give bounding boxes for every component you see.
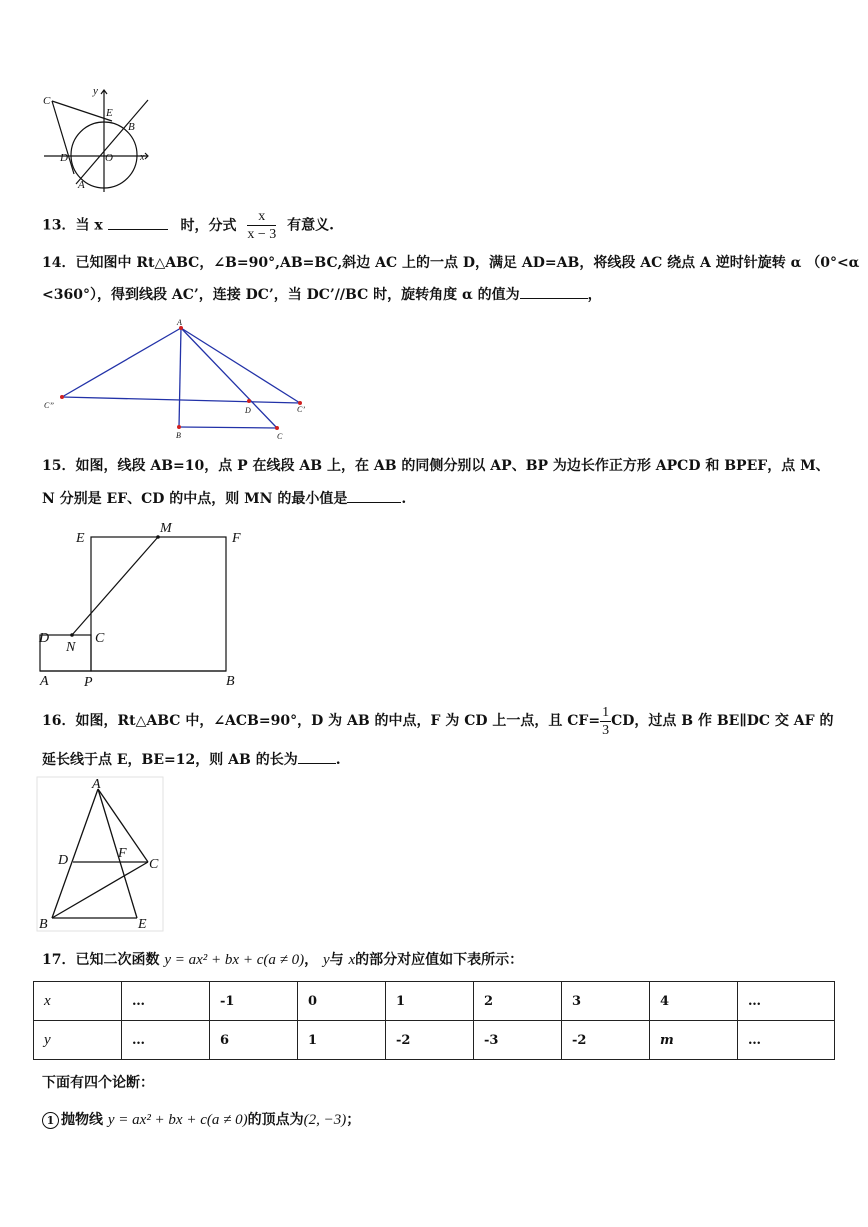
q16-frac-numerator: 1 xyxy=(602,704,610,720)
table-row-y xyxy=(34,1021,835,1060)
label-c: C xyxy=(149,857,159,872)
label-d: D xyxy=(39,631,50,646)
q13-text-start: 13．当 x xyxy=(42,217,103,234)
table-cell: 0 xyxy=(298,982,386,1021)
question-16-line2 xyxy=(42,750,341,770)
s1-text-a: 抛物线 xyxy=(61,1112,103,1128)
table-cell: 1 xyxy=(298,1021,386,1060)
q17-text-c: 与 xyxy=(329,952,344,968)
point-b xyxy=(177,425,181,429)
figure-q15 xyxy=(36,518,251,690)
table-cell: 6 xyxy=(210,1021,298,1060)
q15-text: N 分别是 EF、CD 的中点，则 MN 的最小值是 xyxy=(42,491,348,507)
question-14-line2 xyxy=(42,285,602,305)
q16-frac-denominator: 3 xyxy=(602,722,610,738)
label-c1: C’ xyxy=(297,405,305,414)
label-d: D xyxy=(60,152,68,164)
point-c xyxy=(275,426,279,430)
label-b: B xyxy=(39,917,48,932)
question-16-line1 xyxy=(42,703,833,739)
q16-fraction xyxy=(600,704,611,739)
point-d xyxy=(247,399,251,403)
label-e: E xyxy=(76,531,85,546)
circled-number-1: 1 xyxy=(42,1112,59,1129)
segment-c2c1 xyxy=(62,397,300,403)
q13-answer-blank[interactable] xyxy=(108,229,168,230)
q16-text-b: CD，过点 B 作 BE∥DC 交 AF 的 xyxy=(611,713,834,729)
figure-q12-circle xyxy=(38,84,158,194)
label-p: P xyxy=(84,675,93,690)
q16-answer-blank[interactable] xyxy=(298,763,336,764)
table-cell: -2 xyxy=(562,1021,650,1060)
table-cell: … xyxy=(122,982,210,1021)
s1-point: (2, −3) xyxy=(303,1112,347,1128)
label-a: A xyxy=(40,674,49,689)
label-f: F xyxy=(232,531,241,546)
segment-mn xyxy=(72,537,158,635)
table-cell: … xyxy=(738,982,835,1021)
question-13 xyxy=(42,208,334,243)
q17-function: y = ax² + bx + c(a ≠ 0) xyxy=(164,952,305,968)
label-d: D xyxy=(245,406,251,415)
q17-var-y: y xyxy=(322,952,330,968)
table-cell: … xyxy=(738,1021,835,1060)
question-17 xyxy=(42,950,523,970)
q14-text-end: ， xyxy=(587,287,602,303)
label-a: A xyxy=(177,318,182,327)
label-m: M xyxy=(160,521,172,536)
label-n: N xyxy=(66,640,76,655)
segment-ac2 xyxy=(62,328,181,397)
table-cell: -2 xyxy=(386,1021,474,1060)
q13-fraction xyxy=(247,208,276,243)
table-cell: -3 xyxy=(474,1021,562,1060)
question-15-line2 xyxy=(42,489,406,509)
segment-bc xyxy=(179,427,277,428)
label-b: B xyxy=(128,121,135,133)
label-c: C xyxy=(43,95,51,107)
table-cell: 4 xyxy=(650,982,738,1021)
q16-text-a: 16．如图，Rt△ABC 中，∠ACB=90°，D 为 AB 的中点，F 为 CD 上一点，且 CF= xyxy=(42,713,601,729)
label-c: C xyxy=(277,432,283,441)
statement-1 xyxy=(42,1110,360,1130)
table-cell: y xyxy=(34,1021,122,1060)
table-cell: 1 xyxy=(386,982,474,1021)
q17-var-x: x xyxy=(348,952,356,968)
square-bpef xyxy=(91,537,226,671)
label-f: F xyxy=(118,846,127,861)
q13-text-mid: 时，分式 xyxy=(180,217,237,234)
s1-text-b: 的顶点为 xyxy=(247,1112,304,1128)
label-b: B xyxy=(226,674,235,689)
q16-text: 延长线于点 E，BE=12，则 AB 的长为 xyxy=(42,752,298,768)
q14-text: <360°），得到线段 AC’，连接 DC’，当 DC’//BC 时，旋转角度 α 的值为 xyxy=(42,287,520,303)
label-b: B xyxy=(176,431,181,440)
s1-text-end: ； xyxy=(346,1112,361,1128)
label-d: D xyxy=(58,853,69,868)
label-c2: C’’ xyxy=(44,401,54,410)
label-a: A xyxy=(78,179,85,191)
point-n xyxy=(70,633,74,637)
label-e: E xyxy=(138,917,147,932)
table-cell: 3 xyxy=(562,982,650,1021)
label-e: E xyxy=(106,107,113,119)
q15-text-end: . xyxy=(401,491,407,507)
label-y: y xyxy=(93,85,98,97)
q14-answer-blank[interactable] xyxy=(520,298,588,299)
label-c: C xyxy=(95,631,105,646)
q13-frac-numerator: x xyxy=(247,208,276,226)
table-cell: m xyxy=(650,1021,738,1060)
line-ce xyxy=(52,101,112,121)
q17-text-a: 17．已知二次函数 xyxy=(42,952,160,968)
s1-function: y = ax² + bx + c(a ≠ 0) xyxy=(107,1112,248,1128)
question-15-line1: 15．如图，线段 AB=10，点 P 在线段 AB 上，在 AB 的同侧分别以 AP、BP 为边长作正方形 APCD 和 BPEF，点 M、 xyxy=(42,458,830,474)
q13-frac-denominator: x − 3 xyxy=(247,227,277,242)
table-cell: -1 xyxy=(210,982,298,1021)
figure-q14 xyxy=(40,316,330,444)
table-row-x xyxy=(34,982,835,1021)
figure-q16 xyxy=(36,776,166,934)
q13-text-end: 有意义. xyxy=(287,217,334,234)
point-c2 xyxy=(60,395,64,399)
statements-title: 下面有四个论断： xyxy=(42,1075,154,1091)
segment-bc xyxy=(52,862,148,918)
q15-answer-blank[interactable] xyxy=(347,502,401,503)
q16-text-end: . xyxy=(335,752,341,768)
segment-ab xyxy=(179,328,181,427)
table-cell: x xyxy=(34,982,122,1021)
label-o: O xyxy=(105,152,113,164)
table-cell: 2 xyxy=(474,982,562,1021)
q17-text-b: ， xyxy=(304,952,319,968)
question-14-line1: 14．已知图中 Rt△ABC，∠B=90°,AB=BC,斜边 AC 上的一点 D，满足 AD=AB，将线段 AC 绕点 A 逆时针旋转 α （0°<α xyxy=(42,255,860,271)
q17-text-d: 的部分对应值如下表所示： xyxy=(355,952,524,968)
value-table xyxy=(33,981,835,1060)
table-cell: … xyxy=(122,1021,210,1060)
segment-ac1 xyxy=(181,328,300,403)
label-a: A xyxy=(92,777,101,792)
segment-ac xyxy=(181,328,277,428)
label-x: x xyxy=(140,152,145,163)
